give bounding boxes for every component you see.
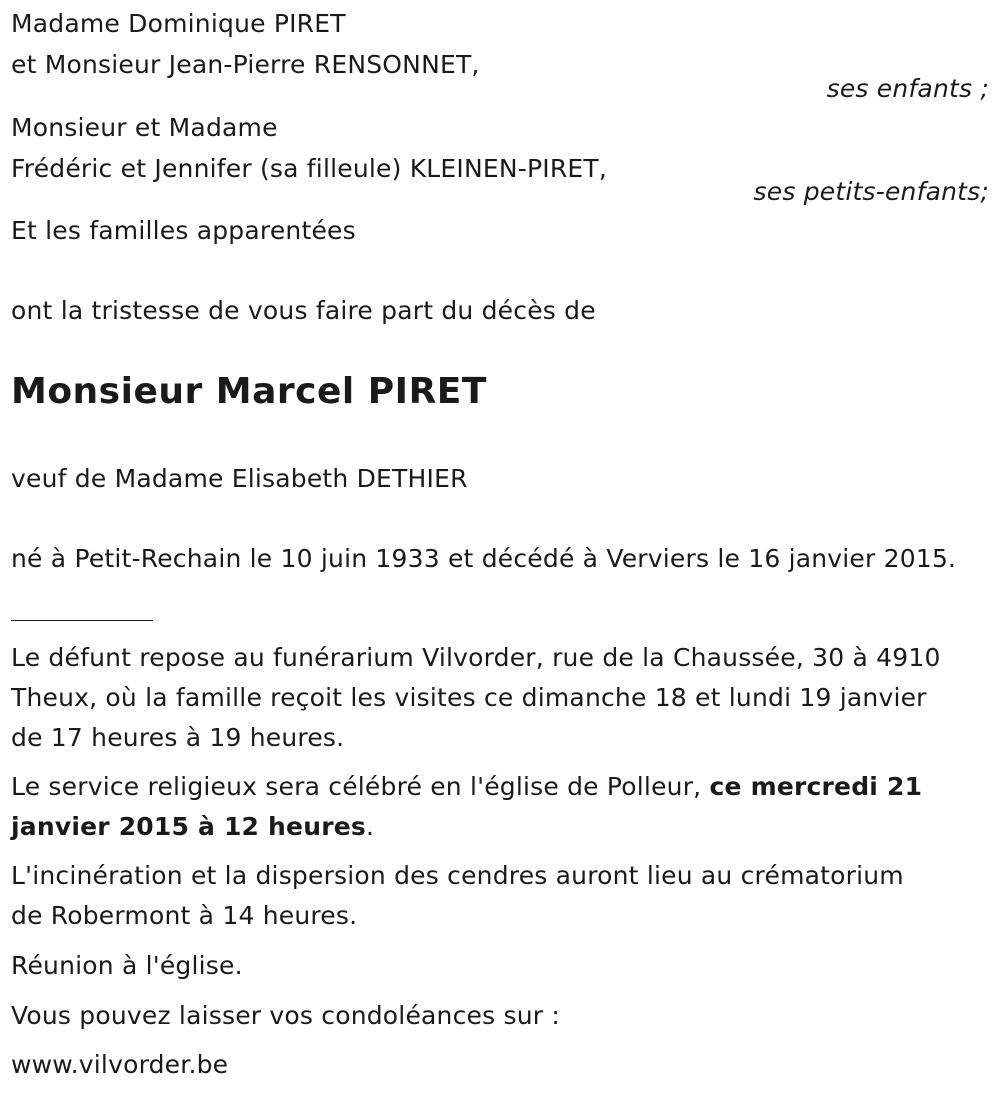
- repose-line-2: Theux, où la famille reçoit les visites ce dimanche 18 et lundi 19 janvier: [11, 683, 927, 712]
- condolences-line: Vous pouvez laisser vos condoléances sur :: [11, 1001, 561, 1030]
- service-line-2: [11, 812, 374, 842]
- service-date-bold: ce mercredi 21: [709, 772, 923, 801]
- deceased-name: Monsieur Marcel PIRET: [11, 371, 487, 412]
- birth-death-line: né à Petit-Rechain le 10 juin 1933 et décédé à Verviers le 16 janvier 2015.: [11, 544, 957, 573]
- grandchildren-line-1: Monsieur et Madame: [11, 113, 278, 142]
- reunion-line: Réunion à l'église.: [11, 951, 243, 980]
- service-text: Le service religieux sera célébré en l'église de Polleur,: [11, 772, 710, 801]
- widower-line: veuf de Madame Elisabeth DETHIER: [11, 464, 468, 493]
- announcement-line: ont la tristesse de vous faire part du décès de: [11, 296, 596, 325]
- website-link[interactable]: www.vilvorder.be: [11, 1050, 229, 1079]
- service-time-bold: janvier 2015 à 12 heures: [11, 812, 366, 841]
- repose-line-1: Le défunt repose au funérarium Vilvorder, rue de la Chaussée, 30 à 4910: [11, 643, 941, 672]
- cremation-line-1: L'incinération et la dispersion des cendres auront lieu au crématorium: [11, 861, 904, 890]
- separator-rule: [11, 620, 153, 621]
- families-line: Et les familles apparentées: [11, 216, 356, 245]
- cremation-line-2: de Robermont à 14 heures.: [11, 901, 358, 930]
- children-line-2: et Monsieur Jean-Pierre RENSONNET,: [11, 50, 480, 79]
- grandchildren-role: ses petits-enfants;: [753, 177, 989, 206]
- service-line-1: [11, 772, 922, 802]
- children-role: ses enfants ;: [826, 74, 989, 103]
- repose-line-3: de 17 heures à 19 heures.: [11, 723, 345, 752]
- grandchildren-line-2: Frédéric et Jennifer (sa filleule) KLEINEN-PIRET,: [11, 154, 608, 183]
- children-line-1: Madame Dominique PIRET: [11, 9, 346, 38]
- service-period: .: [365, 812, 375, 841]
